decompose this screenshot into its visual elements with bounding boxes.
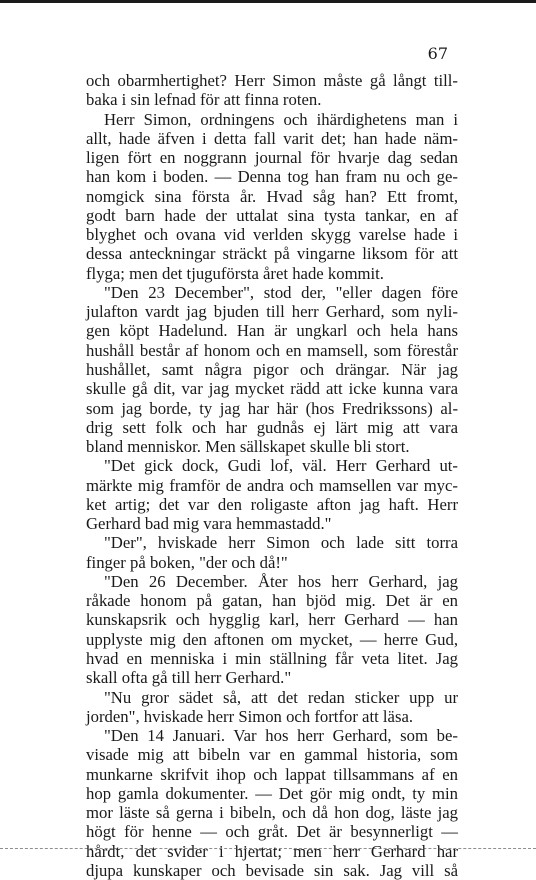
text-line: nomgick sina första år. Hvad såg han? Ett fromt, xyxy=(86,186,458,206)
text-line: ket artig; det var den roligaste afton jag haft. Herr xyxy=(86,494,458,514)
text-line: gen köpt Hadelund. Han är ungkarl och hela hans xyxy=(86,321,458,341)
text-line: munkarne skrifvit ihop och lappat tillsammans af en xyxy=(86,764,458,784)
text-line: godt barn hade der uttalat sina tysta tankar, en af xyxy=(86,205,458,225)
text-line: Herr Simon, ordningens och ihärdighetens man i xyxy=(104,109,458,129)
text-line: blyghet och ovana vid verlden skygg varelse hade i xyxy=(86,225,458,245)
text-line: "Den 23 December", stod der, "eller dagen före xyxy=(104,282,458,302)
text-line: hushåll består af honom och en mamsell, som förestår xyxy=(86,340,458,360)
text-line: högt för henne — och gråt. Det är besynnerligt — xyxy=(86,822,458,842)
text-line: upplyste mig den aftonen om mycket, — herre Gud, xyxy=(86,629,458,649)
text-line: "Nu gror sädet så, att det redan sticker upp ur xyxy=(104,687,458,707)
text-line: skulle gå dit, var jag mycket rädd att icke kunna vara xyxy=(86,379,458,399)
text-line: visade mig att bibeln var en gammal historia, som xyxy=(86,745,458,765)
top-border-rule xyxy=(0,0,536,3)
text-line: "Den 14 Januari. Var hos herr Gerhard, som be- xyxy=(104,726,458,746)
text-line: "Der", hviskade herr Simon och lade sitt torra xyxy=(104,533,458,553)
text-line: märkte mig framför de andra och mamsellen var myc- xyxy=(86,475,458,495)
text-line: ligen fört en noggrann journal för hvarje dag sedan xyxy=(86,148,458,168)
page-number: 67 xyxy=(427,44,448,63)
text-line: allt, hade äfven i detta fall varit det; han hade näm- xyxy=(86,128,458,148)
text-line: dessa anteckningar sträckt på vingarne liksom för att xyxy=(86,244,458,264)
text-line: Gerhard bad mig vara hemmastadd." xyxy=(86,514,332,534)
text-line: djupa kunskaper och bevisade sin sak. Jag vill så xyxy=(86,860,458,880)
text-line: finger på boken, "der och då!" xyxy=(86,552,288,572)
text-line: julafton vardt jag bjuden till herr Gerhard, som nyli- xyxy=(86,302,458,322)
text-line: skall ofta gå till herr Gerhard." xyxy=(86,668,292,688)
text-line: hop gamla dokumenter. — Det gör mig ondt, ty min xyxy=(86,783,458,803)
text-line: bland menniskor. Men sällskapet skulle bli stort. xyxy=(86,437,410,457)
text-line: "Den 26 December. Åter hos herr Gerhard, jag xyxy=(104,571,458,591)
text-line: kunskapsrik och hygglig karl, herr Gerhard — han xyxy=(86,610,458,630)
body-text xyxy=(86,71,458,880)
text-line: "Det gick dock, Gudi lof, väl. Herr Gerhard ut- xyxy=(104,456,458,476)
text-line: han kom i boden. — Denna tog han fram nu och ge- xyxy=(86,167,458,187)
text-line: baka i sin lefnad för att finna roten. xyxy=(86,90,322,110)
text-line: hårdt, det svider i hjertat; men herr Gerhard har xyxy=(86,841,458,861)
text-line: flyga; men det tjuguförsta året hade kommit. xyxy=(86,263,384,283)
text-line: jorden", hviskade herr Simon och fortfor att läsa. xyxy=(86,706,414,726)
text-line: mor läste så gerna i bibeln, och då hon dog, läste jag xyxy=(86,803,458,823)
text-line: råkade honom på gatan, han bjöd mig. Det är en xyxy=(86,591,458,611)
text-line: hvad en menniska i min ställning får veta litet. Jag xyxy=(86,648,458,668)
text-line: drig sett folk och har gudnås ej lärt mig att vara xyxy=(86,417,458,437)
text-line: och obarmhertighet? Herr Simon måste gå långt till- xyxy=(86,71,458,90)
text-line: hushållet, samt några pigor och drängar. När jag xyxy=(86,359,458,379)
bottom-scan-edge xyxy=(0,848,536,849)
text-line: som jag borde, ty jag har här (hos Fredrikssons) al- xyxy=(86,398,458,418)
